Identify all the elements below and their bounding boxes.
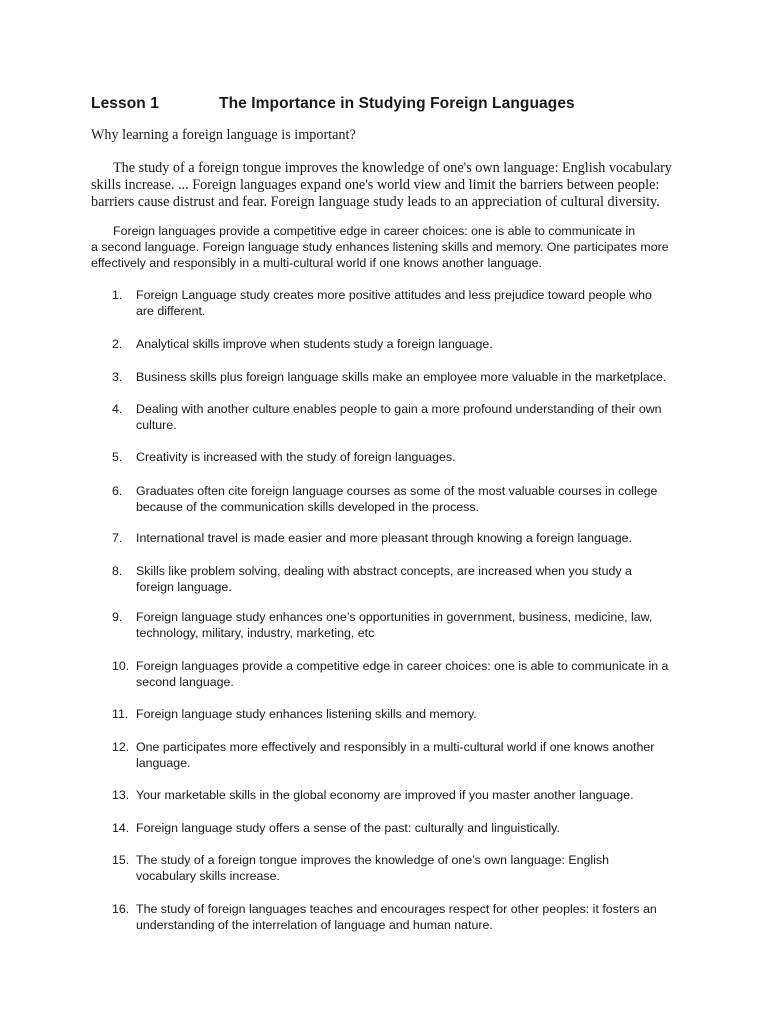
list-item-number: 5. xyxy=(112,450,123,464)
list-item-line: Business skills plus foreign language skills make an employee more valuable in the marketplace. xyxy=(136,370,667,384)
list-item-text xyxy=(136,336,676,352)
list-item-line: language. xyxy=(136,756,191,770)
paragraph-line: barriers cause distrust and fear. Foreign language study leads to an appreciation of cultural diversity. xyxy=(91,194,660,210)
paragraph-line: effectively and responsibly in a multi-cultural world if one knows another language. xyxy=(91,256,542,270)
list-item-text xyxy=(136,369,676,385)
paragraph-line: The study of a foreign tongue improves the knowledge of one's own language: English vocabulary xyxy=(113,160,672,176)
list-item-number: 15. xyxy=(112,853,130,867)
list-item-line: culture. xyxy=(136,418,177,432)
intro-paragraph-2 xyxy=(91,223,691,271)
list-item-number: 6. xyxy=(112,484,123,498)
list-item-text xyxy=(136,449,676,465)
paragraph-line: Foreign languages provide a competitive edge in career choices: one is able to communicate in xyxy=(113,224,636,238)
list-item-number: 16. xyxy=(112,902,130,916)
list-item-line: Skills like problem solving, dealing with abstract concepts, are increased when you study a xyxy=(136,564,632,578)
list-item-line: Creativity is increased with the study of foreign languages. xyxy=(136,450,456,464)
list-item-line: The study of foreign languages teaches and encourages respect for other peoples: it fosters an xyxy=(136,902,657,916)
intro-question: Why learning a foreign language is important? xyxy=(91,127,356,143)
list-item-line: technology, military, industry, marketing, etc xyxy=(136,626,375,640)
list-item-line: Analytical skills improve when students study a foreign language. xyxy=(136,337,493,351)
list-item-number: 11. xyxy=(112,707,129,721)
list-item-text xyxy=(136,483,676,515)
list-item-line: Dealing with another culture enables people to gain a more profound understanding of their own xyxy=(136,402,662,416)
list-item-text xyxy=(136,820,676,836)
list-item-line: second language. xyxy=(136,675,234,689)
list-item-line: understanding of the interrelation of language and human nature. xyxy=(136,918,493,932)
list-item-line: Your marketable skills in the global economy are improved if you master another language. xyxy=(136,788,634,802)
list-item-number: 8. xyxy=(112,564,123,578)
list-item-number: 12. xyxy=(112,740,130,754)
paragraph-line: skills increase. ... Foreign languages expand one's world view and limit the barriers between people: xyxy=(91,177,660,193)
list-item-text xyxy=(136,401,676,433)
list-item-line: The study of a foreign tongue improves the knowledge of one’s own language: English xyxy=(136,853,609,867)
paragraph-line: a second language. Foreign language study enhances listening skills and memory. One participates more xyxy=(91,240,669,254)
list-item-number: 14. xyxy=(112,821,130,835)
list-item-text xyxy=(136,530,676,546)
lesson-number: Lesson 1 xyxy=(91,95,159,112)
list-item-line: Foreign languages provide a competitive edge in career choices: one is able to communicate in a xyxy=(136,659,669,673)
list-item-text xyxy=(136,706,676,722)
list-item-number: 3. xyxy=(112,370,123,384)
list-item-text xyxy=(136,609,676,641)
list-item-number: 7. xyxy=(112,531,123,545)
list-item-line: International travel is made easier and more pleasant through knowing a foreign language. xyxy=(136,531,632,545)
list-item-line: vocabulary skills increase. xyxy=(136,869,280,883)
list-item-line: Foreign Language study creates more positive attitudes and less prejudice toward people who xyxy=(136,288,652,302)
list-item-text xyxy=(136,739,676,771)
list-item-text xyxy=(136,901,676,933)
list-item-line: Graduates often cite foreign language courses as some of the most valuable courses in college xyxy=(136,484,658,498)
lesson-title: The Importance in Studying Foreign Languages xyxy=(219,95,575,112)
list-item-line: foreign language. xyxy=(136,580,232,594)
list-item-number: 9. xyxy=(112,610,123,624)
list-item-text xyxy=(136,658,676,690)
intro-paragraph-1 xyxy=(91,160,691,211)
list-item-text xyxy=(136,787,676,803)
list-item-number: 4. xyxy=(112,402,123,416)
list-item-text xyxy=(136,852,676,884)
list-item-line: Foreign language study enhances listening skills and memory. xyxy=(136,707,477,721)
list-item-number: 13. xyxy=(112,788,130,802)
list-item-text xyxy=(136,287,676,319)
list-item-line: are different. xyxy=(136,304,206,318)
list-item-number: 10. xyxy=(112,659,130,673)
list-item-text xyxy=(136,563,676,595)
list-item-number: 2. xyxy=(112,337,123,351)
list-item-number: 1. xyxy=(112,288,123,302)
list-item-line: because of the communication skills developed in the process. xyxy=(136,500,479,514)
list-item-line: Foreign language study enhances one’s opportunities in government, business, medicine, law, xyxy=(136,610,653,624)
list-item-line: Foreign language study offers a sense of the past: culturally and linguistically. xyxy=(136,821,560,835)
list-item-line: One participates more effectively and responsibly in a multi-cultural world if one knows another xyxy=(136,740,655,754)
